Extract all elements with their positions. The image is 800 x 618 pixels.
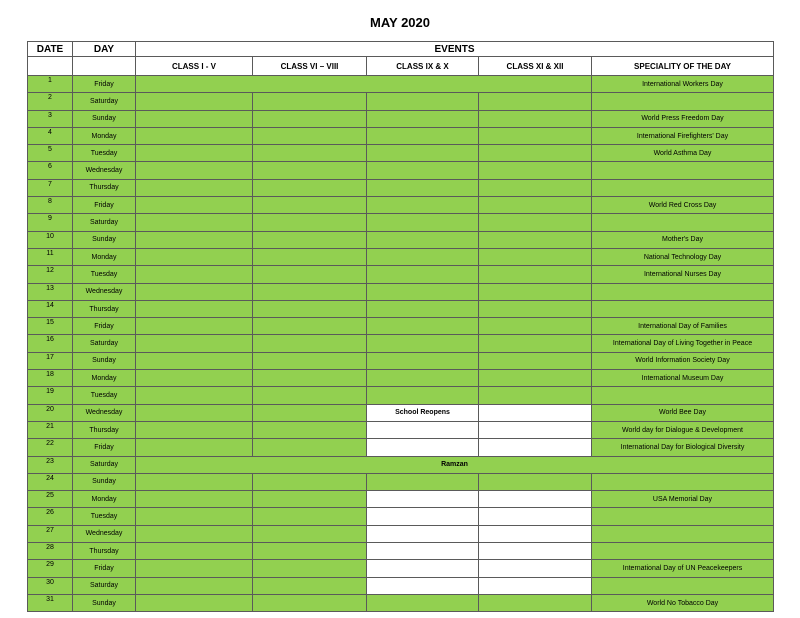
table-row [28, 404, 774, 421]
speciality-cell [592, 300, 774, 317]
class-1-5-cell [136, 491, 253, 508]
day-subheader-blank [73, 57, 136, 76]
class-9-10-cell [367, 560, 479, 577]
speciality-cell: International Workers Day [592, 76, 774, 93]
class-6-8-cell [253, 421, 367, 438]
day-cell: Tuesday [73, 387, 136, 404]
class-11-12-cell [479, 473, 592, 490]
day-cell: Saturday [73, 577, 136, 594]
date-cell: 3 [28, 110, 73, 127]
table-row [28, 491, 774, 508]
class-1-5-cell [136, 387, 253, 404]
class-6-8-cell [253, 525, 367, 542]
class-11-12-cell [479, 145, 592, 162]
class-9-10-cell [367, 179, 479, 196]
speciality-cell: International Day of Living Together in Peace [592, 335, 774, 352]
class-1-5-cell [136, 543, 253, 560]
events-table [27, 41, 774, 612]
class-11-12-cell [479, 404, 592, 421]
speciality-cell: International Nurses Day [592, 266, 774, 283]
table-row [28, 300, 774, 317]
class-6-8-cell [253, 577, 367, 594]
date-cell: 23 [28, 456, 73, 473]
class-9-10-cell [367, 352, 479, 369]
class-11-12-cell [479, 491, 592, 508]
class-1-5-cell [136, 283, 253, 300]
class-9-10-cell [367, 300, 479, 317]
class-6-8-cell [253, 491, 367, 508]
date-cell: 28 [28, 543, 73, 560]
speciality-cell [592, 473, 774, 490]
class-9-10-cell: School Reopens [367, 404, 479, 421]
class-6-8-cell [253, 127, 367, 144]
date-header: DATE [28, 42, 73, 57]
day-cell: Sunday [73, 231, 136, 248]
class-9-10-cell [367, 127, 479, 144]
class-11-12-header: CLASS XI & XII [479, 57, 592, 76]
table-row [28, 214, 774, 231]
class-9-10-cell [367, 231, 479, 248]
class-1-5-cell [136, 145, 253, 162]
speciality-cell [592, 543, 774, 560]
date-cell: 29 [28, 560, 73, 577]
day-cell: Monday [73, 248, 136, 265]
day-cell: Tuesday [73, 508, 136, 525]
date-cell: 19 [28, 387, 73, 404]
date-cell: 27 [28, 525, 73, 542]
events-merged-cell [136, 76, 592, 93]
class-11-12-cell [479, 525, 592, 542]
class-9-10-cell [367, 543, 479, 560]
class-9-10-cell [367, 214, 479, 231]
class-9-10-cell [367, 473, 479, 490]
speciality-cell: World No Tobacco Day [592, 594, 774, 611]
date-cell: 22 [28, 439, 73, 456]
class-11-12-cell [479, 214, 592, 231]
speciality-cell: World Information Society Day [592, 352, 774, 369]
table-row [28, 594, 774, 611]
class-6-8-cell [253, 594, 367, 611]
class-6-8-cell [253, 387, 367, 404]
class-9-10-cell [367, 283, 479, 300]
class-1-5-cell [136, 335, 253, 352]
table-row [28, 179, 774, 196]
speciality-cell: World Asthma Day [592, 145, 774, 162]
class-11-12-cell [479, 318, 592, 335]
class-1-5-cell [136, 300, 253, 317]
date-cell: 11 [28, 248, 73, 265]
class-9-10-cell [367, 594, 479, 611]
day-cell: Thursday [73, 543, 136, 560]
class-1-5-cell [136, 421, 253, 438]
class-11-12-cell [479, 560, 592, 577]
class-1-5-cell [136, 560, 253, 577]
date-cell: 12 [28, 266, 73, 283]
table-row [28, 543, 774, 560]
table-row [28, 110, 774, 127]
class-1-5-cell [136, 179, 253, 196]
table-row [28, 76, 774, 93]
date-cell: 30 [28, 577, 73, 594]
day-cell: Friday [73, 318, 136, 335]
class-6-8-cell [253, 179, 367, 196]
speciality-cell: Mother's Day [592, 231, 774, 248]
class-11-12-cell [479, 162, 592, 179]
events-table-body [28, 76, 774, 612]
table-row [28, 421, 774, 438]
speciality-cell: USA Memorial Day [592, 491, 774, 508]
class-9-10-cell [367, 577, 479, 594]
table-row [28, 93, 774, 110]
table-row [28, 577, 774, 594]
speciality-cell [592, 179, 774, 196]
day-cell: Tuesday [73, 145, 136, 162]
class-6-8-cell [253, 508, 367, 525]
speciality-cell [592, 214, 774, 231]
day-cell: Friday [73, 439, 136, 456]
class-11-12-cell [479, 300, 592, 317]
events-header: EVENTS [136, 42, 774, 57]
speciality-cell: International Day for Biological Diversity [592, 439, 774, 456]
date-cell: 8 [28, 197, 73, 214]
date-cell: 21 [28, 421, 73, 438]
class-11-12-cell [479, 179, 592, 196]
speciality-cell: World Bee Day [592, 404, 774, 421]
date-cell: 26 [28, 508, 73, 525]
speciality-cell: International Day of Families [592, 318, 774, 335]
table-row [28, 197, 774, 214]
day-cell: Friday [73, 197, 136, 214]
class-1-5-cell [136, 508, 253, 525]
table-row [28, 473, 774, 490]
date-cell: 20 [28, 404, 73, 421]
class-9-10-cell [367, 110, 479, 127]
speciality-cell [592, 577, 774, 594]
date-cell: 16 [28, 335, 73, 352]
class-9-10-cell [367, 491, 479, 508]
class-9-10-cell [367, 197, 479, 214]
day-cell: Sunday [73, 110, 136, 127]
class-11-12-cell [479, 594, 592, 611]
class-11-12-cell [479, 248, 592, 265]
class-1-5-cell [136, 439, 253, 456]
date-cell: 5 [28, 145, 73, 162]
day-cell: Saturday [73, 214, 136, 231]
class-9-10-cell [367, 439, 479, 456]
class-11-12-cell [479, 352, 592, 369]
page-title: MAY 2020 [370, 15, 430, 30]
table-row [28, 508, 774, 525]
class-11-12-cell [479, 266, 592, 283]
table-row [28, 283, 774, 300]
day-cell: Wednesday [73, 162, 136, 179]
day-cell: Wednesday [73, 525, 136, 542]
class-6-8-cell [253, 370, 367, 387]
day-cell: Thursday [73, 179, 136, 196]
class-6-8-header: CLASS VI – VIII [253, 57, 367, 76]
date-cell: 15 [28, 318, 73, 335]
day-cell: Monday [73, 491, 136, 508]
table-row [28, 560, 774, 577]
date-cell: 17 [28, 352, 73, 369]
class-6-8-cell [253, 266, 367, 283]
date-cell: 10 [28, 231, 73, 248]
day-cell: Monday [73, 127, 136, 144]
day-cell: Saturday [73, 335, 136, 352]
speciality-cell: National Technology Day [592, 248, 774, 265]
class-6-8-cell [253, 162, 367, 179]
class-1-5-cell [136, 404, 253, 421]
class-1-5-cell [136, 93, 253, 110]
day-cell: Tuesday [73, 266, 136, 283]
class-9-10-cell [367, 266, 479, 283]
class-6-8-cell [253, 145, 367, 162]
speciality-cell: World Red Cross Day [592, 197, 774, 214]
class-6-8-cell [253, 560, 367, 577]
speciality-cell: World day for Dialogue & Development [592, 421, 774, 438]
date-cell: 14 [28, 300, 73, 317]
class-6-8-cell [253, 283, 367, 300]
class-1-5-cell [136, 110, 253, 127]
class-6-8-cell [253, 335, 367, 352]
events-merged-cell: Ramzan [136, 456, 774, 473]
class-9-10-header: CLASS IX & X [367, 57, 479, 76]
class-1-5-cell [136, 231, 253, 248]
class-6-8-cell [253, 404, 367, 421]
class-6-8-cell [253, 473, 367, 490]
speciality-cell [592, 525, 774, 542]
class-6-8-cell [253, 300, 367, 317]
class-6-8-cell [253, 352, 367, 369]
class-11-12-cell [479, 335, 592, 352]
class-6-8-cell [253, 197, 367, 214]
class-6-8-cell [253, 543, 367, 560]
class-1-5-cell [136, 248, 253, 265]
day-cell: Monday [73, 370, 136, 387]
date-cell: 2 [28, 93, 73, 110]
table-row [28, 162, 774, 179]
class-11-12-cell [479, 110, 592, 127]
table-row [28, 439, 774, 456]
class-9-10-cell [367, 318, 479, 335]
table-row [28, 145, 774, 162]
class-11-12-cell [479, 370, 592, 387]
table-row [28, 127, 774, 144]
date-cell: 7 [28, 179, 73, 196]
class-9-10-cell [367, 93, 479, 110]
class-6-8-cell [253, 318, 367, 335]
table-row [28, 231, 774, 248]
day-cell: Thursday [73, 421, 136, 438]
class-6-8-cell [253, 214, 367, 231]
day-cell: Wednesday [73, 404, 136, 421]
class-9-10-cell [367, 525, 479, 542]
class-6-8-cell [253, 93, 367, 110]
speciality-header: SPECIALITY OF THE DAY [592, 57, 774, 76]
speciality-cell: International Day of UN Peacekeepers [592, 560, 774, 577]
class-11-12-cell [479, 127, 592, 144]
speciality-cell [592, 283, 774, 300]
class-9-10-cell [367, 145, 479, 162]
date-cell: 4 [28, 127, 73, 144]
class-1-5-cell [136, 352, 253, 369]
class-1-5-cell [136, 370, 253, 387]
class-9-10-cell [367, 162, 479, 179]
class-1-5-cell [136, 214, 253, 231]
day-cell: Thursday [73, 300, 136, 317]
class-6-8-cell [253, 439, 367, 456]
table-row [28, 370, 774, 387]
class-1-5-cell [136, 197, 253, 214]
date-cell: 9 [28, 214, 73, 231]
class-11-12-cell [479, 283, 592, 300]
class-9-10-cell [367, 421, 479, 438]
speciality-cell [592, 508, 774, 525]
class-11-12-cell [479, 421, 592, 438]
speciality-cell [592, 93, 774, 110]
class-11-12-cell [479, 543, 592, 560]
class-11-12-cell [479, 439, 592, 456]
speciality-cell: World Press Freedom Day [592, 110, 774, 127]
class-11-12-cell [479, 387, 592, 404]
class-6-8-cell [253, 248, 367, 265]
table-row [28, 525, 774, 542]
date-cell: 25 [28, 491, 73, 508]
class-6-8-cell [253, 231, 367, 248]
class-9-10-cell [367, 370, 479, 387]
day-cell: Saturday [73, 456, 136, 473]
date-cell: 31 [28, 594, 73, 611]
table-row [28, 266, 774, 283]
date-cell: 24 [28, 473, 73, 490]
speciality-cell [592, 162, 774, 179]
day-cell: Sunday [73, 594, 136, 611]
class-1-5-cell [136, 473, 253, 490]
class-9-10-cell [367, 248, 479, 265]
date-cell: 13 [28, 283, 73, 300]
class-1-5-cell [136, 594, 253, 611]
class-11-12-cell [479, 231, 592, 248]
table-row [28, 387, 774, 404]
class-11-12-cell [479, 508, 592, 525]
speciality-cell [592, 387, 774, 404]
speciality-cell: International Museum Day [592, 370, 774, 387]
class-11-12-cell [479, 577, 592, 594]
day-header: DAY [73, 42, 136, 57]
day-cell: Saturday [73, 93, 136, 110]
class-1-5-cell [136, 162, 253, 179]
day-cell: Sunday [73, 473, 136, 490]
table-row [28, 352, 774, 369]
table-row [28, 335, 774, 352]
table-row [28, 248, 774, 265]
speciality-cell: International Firefighters' Day [592, 127, 774, 144]
class-1-5-cell [136, 318, 253, 335]
class-1-5-cell [136, 577, 253, 594]
date-subheader-blank [28, 57, 73, 76]
class-11-12-cell [479, 197, 592, 214]
class-9-10-cell [367, 508, 479, 525]
date-cell: 18 [28, 370, 73, 387]
class-1-5-cell [136, 525, 253, 542]
class-9-10-cell [367, 387, 479, 404]
day-cell: Friday [73, 560, 136, 577]
table-row [28, 318, 774, 335]
day-cell: Friday [73, 76, 136, 93]
date-cell: 1 [28, 76, 73, 93]
class-9-10-cell [367, 335, 479, 352]
class-6-8-cell [253, 110, 367, 127]
class-1-5-cell [136, 266, 253, 283]
date-cell: 6 [28, 162, 73, 179]
class-1-5-cell [136, 127, 253, 144]
day-cell: Wednesday [73, 283, 136, 300]
class-11-12-cell [479, 93, 592, 110]
table-row [28, 456, 774, 473]
class-1-5-header: CLASS I - V [136, 57, 253, 76]
day-cell: Sunday [73, 352, 136, 369]
